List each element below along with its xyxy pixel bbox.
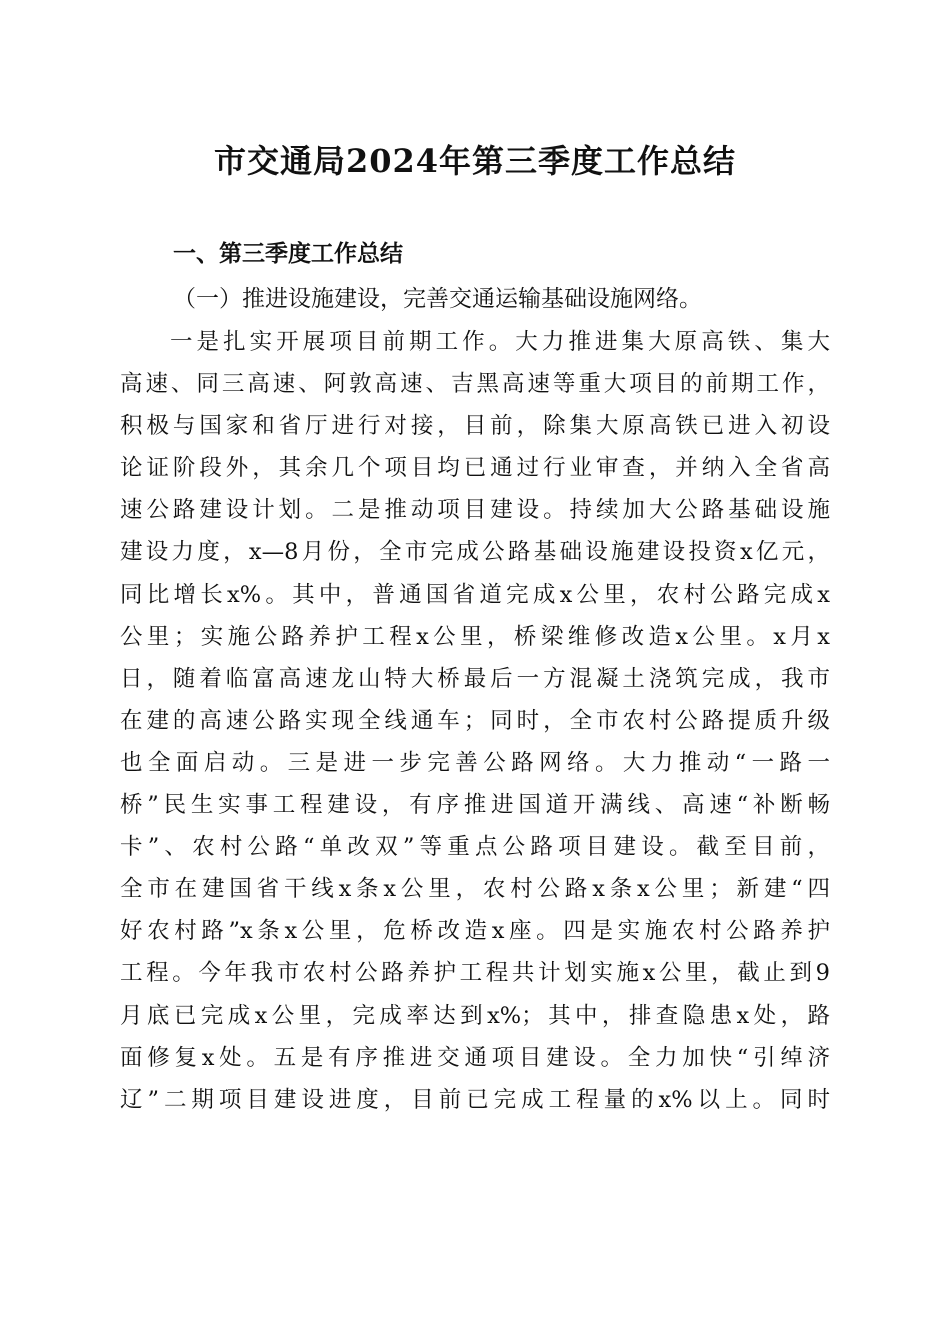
body-line: 同比增长x%。其中，普通国省道完成x公里，农村公路完成x xyxy=(120,581,830,608)
body-line: 好农村路”x条x公里，危桥改造x座。四是实施农村公路养护 xyxy=(120,918,830,945)
body-line: 桥”民生实事工程建设，有序推进国道开满线、高速“补断畅 xyxy=(120,792,830,819)
body-line: 日，随着临富高速龙山特大桥最后一方混凝土浇筑完成，我市 xyxy=(120,665,830,692)
body-line: 工程。今年我市农村公路养护工程共计划实施x公里，截止到9 xyxy=(120,960,830,987)
body-line: 积极与国家和省厅进行对接，目前，除集大原高铁已进入初设 xyxy=(120,413,830,440)
body-line: 高速、同三高速、阿敦高速、吉黑高速等重大项目的前期工作， xyxy=(120,371,830,398)
document-title: 市交通局2024年第三季度工作总结 xyxy=(213,142,737,180)
body-line: 也全面启动。三是进一步完善公路网络。大力推动“一路一 xyxy=(120,749,830,776)
body-line: 卡”、农村公路“单改双”等重点公路项目建设。截至目前， xyxy=(120,834,830,861)
body-paragraph xyxy=(120,325,830,1125)
body-line: 月底已完成x公里，完成率达到x%；其中，排查隐患x处，路 xyxy=(120,1002,830,1029)
body-line: 在建的高速公路实现全线通车；同时，全市农村公路提质升级 xyxy=(120,707,830,734)
body-line: 公里；实施公路养护工程x公里，桥梁维修改造x公里。x月x xyxy=(120,623,830,650)
section-heading: 一、第三季度工作总结 xyxy=(173,241,403,267)
body-line: 全市在建国省干线x条x公里，农村公路x条x公里；新建“四 xyxy=(120,876,830,903)
body-line: 一是扎实开展项目前期工作。大力推进集大原高铁、集大 xyxy=(170,329,830,355)
subsection-heading: （一）推进设施建设，完善交通运输基础设施网络。 xyxy=(173,286,702,312)
body-line: 速公路建设计划。二是推动项目建设。持续加大公路基础设施 xyxy=(120,497,830,524)
body-line: 论证阶段外，其余几个项目均已通过行业审查，并纳入全省高 xyxy=(120,455,830,482)
body-line: 面修复x处。五是有序推进交通项目建设。全力加快“引绰济 xyxy=(120,1044,830,1071)
body-line: 建设力度，x—8月份，全市完成公路基础设施建设投资x亿元， xyxy=(120,539,830,566)
body-line: 辽”二期项目建设进度，目前已完成工程量的x%以上。同时 xyxy=(120,1086,830,1113)
